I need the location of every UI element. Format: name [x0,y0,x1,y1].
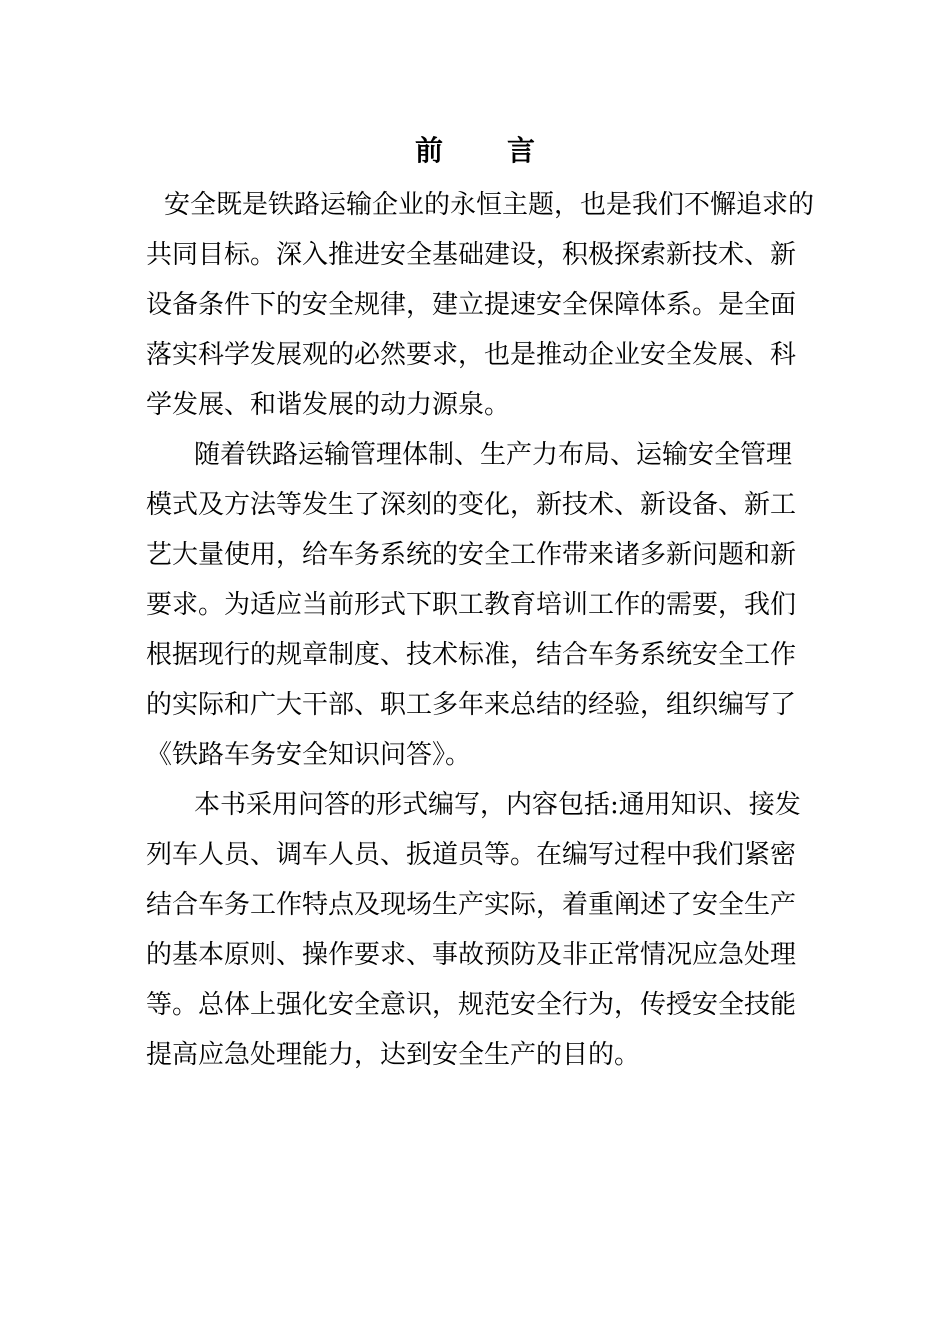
title-char-2: 言 [507,134,536,167]
paragraph-line: 设备条件下的安全规律，建立提速安全保障体系。是全面 [146,290,797,320]
paragraph-line: 结合车务工作特点及现场生产实际，着重阐述了安全生产 [146,890,797,920]
paragraph-line: 《铁路车务安全知识问答》。 [146,740,472,770]
paragraph-line: 模式及方法等发生了深刻的变化，新技术、新设备、新工 [146,490,797,520]
paragraph-line: 安全既是铁路运输企业的永恒主题，也是我们不懈追求的 [164,190,815,220]
paragraph-line: 要求。为适应当前形式下职工教育培训工作的需要，我们 [146,590,797,620]
paragraph-line: 本书采用问答的形式编写，内容包括:通用知识、接发 [194,790,801,820]
paragraph-line: 共同目标。深入推进安全基础建设，积极探索新技术、新 [146,240,797,270]
paragraph-line: 学发展、和谐发展的动力源泉。 [146,390,511,420]
paragraph-line: 艺大量使用，给车务系统的安全工作带来诸多新问题和新 [146,540,797,570]
title-char-1: 前 [414,134,443,167]
preface-body [146,180,815,1080]
paragraph-1 [146,180,815,430]
paragraph-line: 的实际和广大干部、职工多年来总结的经验，组织编写了 [146,690,797,720]
paragraph-line: 列车人员、调车人员、扳道员等。在编写过程中我们紧密 [146,840,797,870]
paragraph-line: 根据现行的规章制度、技术标准，结合车务系统安全工作 [146,640,797,670]
paragraph-line: 等。总体上强化安全意识，规范安全行为，传授安全技能 [146,990,797,1020]
paragraph-2 [146,430,806,780]
page-title [0,131,950,171]
paragraph-line: 随着铁路运输管理体制、生产力布局、运输安全管理 [194,440,793,470]
paragraph-line: 提高应急处理能力，达到安全生产的目的。 [146,1040,641,1070]
paragraph-line: 的基本原则、操作要求、事故预防及非正常情况应急处理 [146,940,797,970]
paragraph-line: 落实科学发展观的必然要求，也是推动企业安全发展、科 [146,340,797,370]
paragraph-3 [146,780,806,1080]
